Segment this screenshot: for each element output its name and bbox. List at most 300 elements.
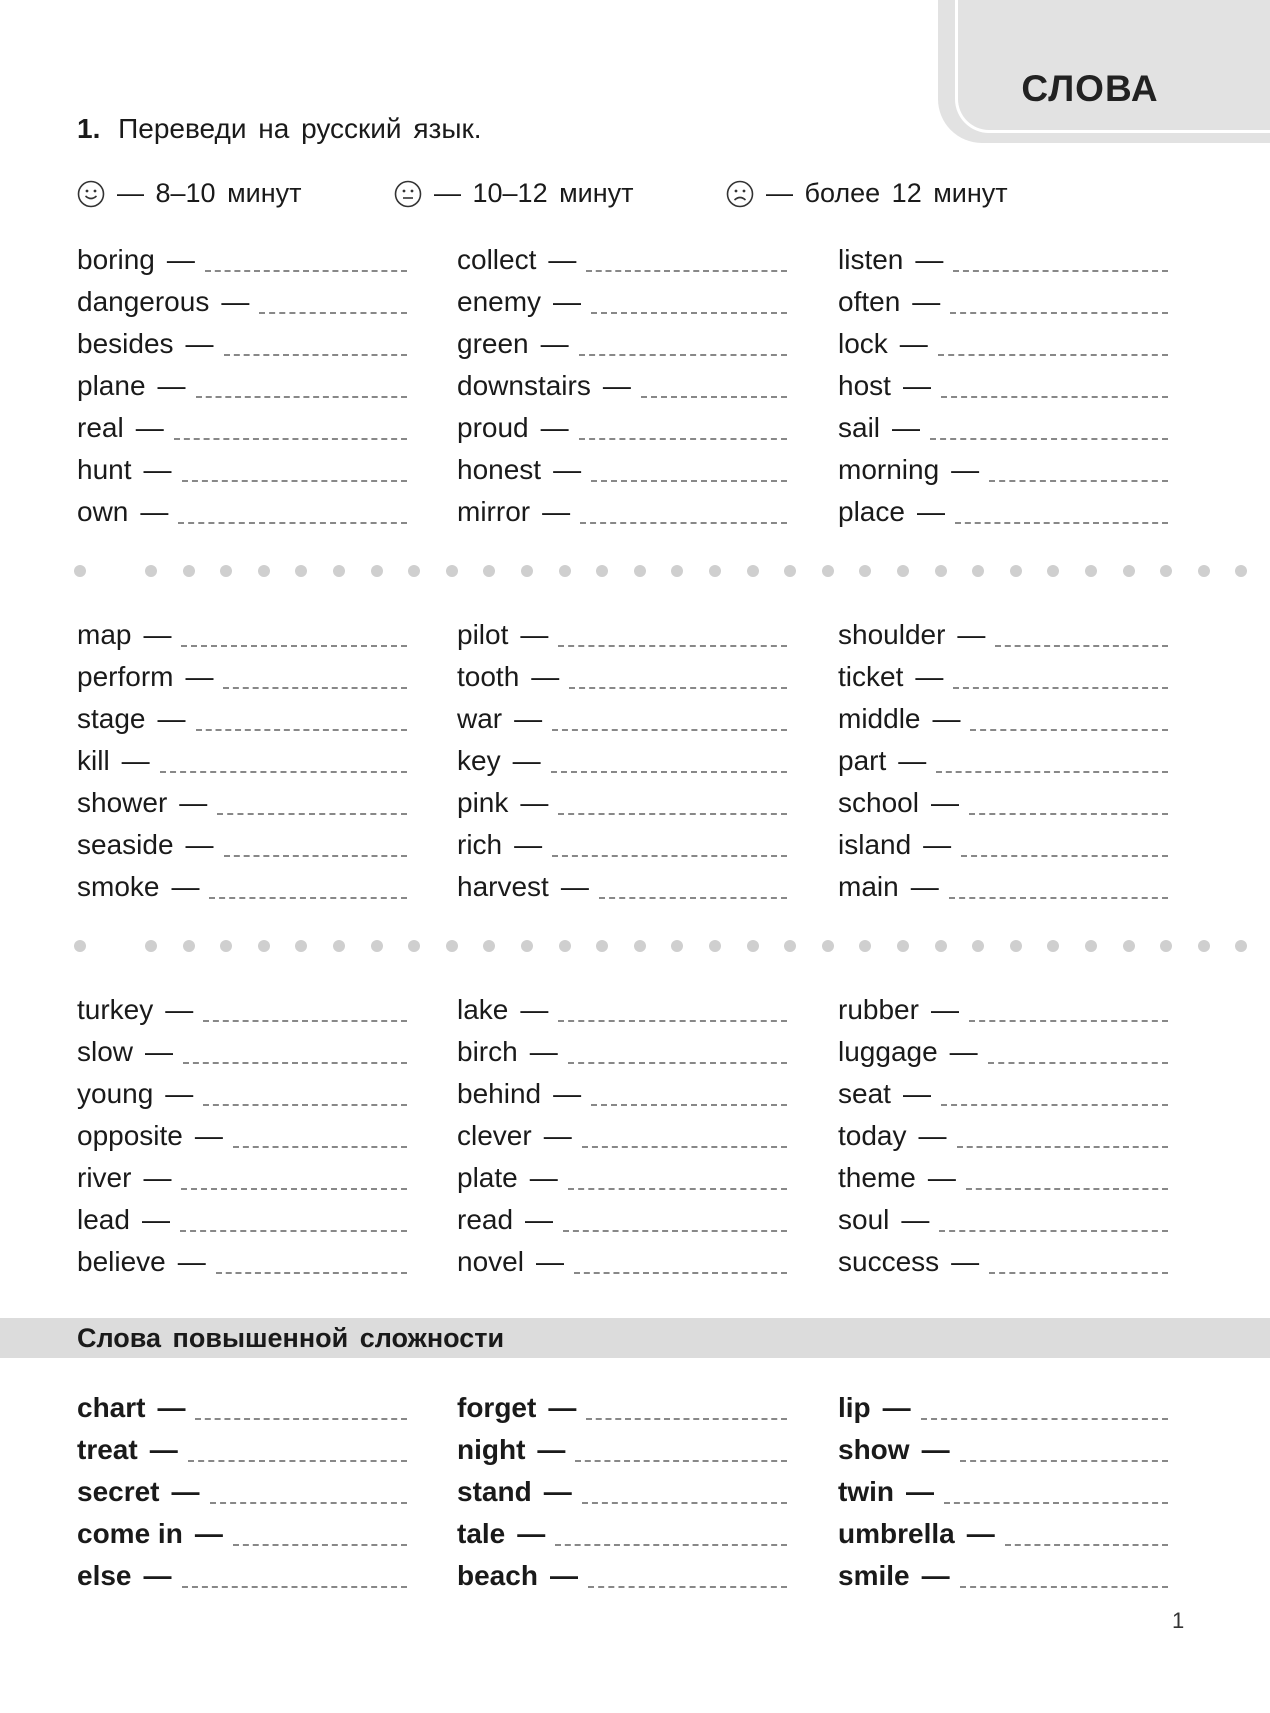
word-row <box>457 609 787 651</box>
answer-blank-line[interactable] <box>586 1417 787 1420</box>
dash: — <box>560 871 589 902</box>
separator-dot <box>220 940 232 952</box>
english-word: plate <box>457 1162 518 1193</box>
word-row <box>457 444 787 486</box>
separator-dot <box>935 940 947 952</box>
english-word: boring <box>77 244 155 275</box>
english-word: forget <box>457 1392 537 1423</box>
english-word: main <box>838 871 899 902</box>
answer-blank-line[interactable] <box>174 437 407 440</box>
answer-blank-line[interactable] <box>551 770 787 773</box>
word-row <box>838 1068 1168 1110</box>
english-word: beach <box>457 1560 538 1591</box>
word-row <box>77 234 407 276</box>
word-row <box>838 1382 1168 1424</box>
separator-dot <box>747 565 759 577</box>
dash: — <box>951 1246 980 1277</box>
english-word: soul <box>838 1204 890 1235</box>
english-word: clever <box>457 1120 532 1151</box>
english-word: success <box>838 1246 940 1277</box>
word-row <box>77 276 407 318</box>
group-1-column-3 <box>838 234 1168 528</box>
dash: — <box>185 661 214 692</box>
word-row <box>457 1152 787 1194</box>
answer-blank-line[interactable] <box>970 728 1168 731</box>
answer-blank-line[interactable] <box>580 521 787 524</box>
word-row <box>457 276 787 318</box>
separator-dot <box>1198 940 1210 952</box>
answer-blank-line[interactable] <box>1005 1543 1168 1546</box>
answer-blank-line[interactable] <box>558 644 787 647</box>
answer-blank-line[interactable] <box>953 269 1168 272</box>
separator-dot <box>596 565 608 577</box>
timing-slow-label: — более 12 минут <box>766 178 1008 208</box>
answer-blank-line[interactable] <box>569 686 787 689</box>
answer-blank-line[interactable] <box>582 1501 787 1504</box>
answer-blank-line[interactable] <box>181 1187 407 1190</box>
english-word: stand <box>457 1476 532 1507</box>
answer-blank-line[interactable] <box>233 1145 407 1148</box>
answer-blank-line[interactable] <box>568 1187 787 1190</box>
dash: — <box>535 1246 564 1277</box>
english-word: pink <box>457 787 509 818</box>
dash: — <box>165 994 194 1025</box>
english-word: young <box>77 1078 154 1109</box>
answer-blank-line[interactable] <box>989 1271 1168 1274</box>
answer-blank-line[interactable] <box>180 1229 407 1232</box>
answer-blank-line[interactable] <box>233 1543 407 1546</box>
english-word: downstairs <box>457 370 591 401</box>
english-word: real <box>77 412 124 443</box>
english-word: lead <box>77 1204 130 1235</box>
dash: — <box>166 244 195 275</box>
word-row <box>77 1382 407 1424</box>
dotted-separator <box>74 940 1270 954</box>
answer-blank-line[interactable] <box>575 1459 787 1462</box>
separator-dot <box>1123 940 1135 952</box>
word-row <box>457 1236 787 1278</box>
english-word: part <box>838 745 887 776</box>
separator-dot <box>972 565 984 577</box>
word-row <box>77 402 407 444</box>
separator-dot <box>295 940 307 952</box>
english-word: rubber <box>838 994 919 1025</box>
word-row <box>838 609 1168 651</box>
separator-dot <box>596 940 608 952</box>
dash: — <box>915 661 944 692</box>
english-word: read <box>457 1204 514 1235</box>
english-word: plane <box>77 370 146 401</box>
answer-blank-line[interactable] <box>579 437 787 440</box>
answer-blank-line[interactable] <box>259 311 407 314</box>
dash: — <box>157 703 186 734</box>
answer-blank-line[interactable] <box>181 644 407 647</box>
dash: — <box>932 703 961 734</box>
word-row <box>77 1424 407 1466</box>
group-1-column-2 <box>457 234 787 528</box>
separator-dot <box>1235 940 1247 952</box>
word-row <box>457 318 787 360</box>
answer-blank-line[interactable] <box>941 395 1168 398</box>
english-word: ticket <box>838 661 904 692</box>
answer-blank-line[interactable] <box>568 1061 787 1064</box>
english-word: treat <box>77 1434 138 1465</box>
english-word: tooth <box>457 661 520 692</box>
dash: — <box>553 286 582 317</box>
word-row <box>77 486 407 528</box>
english-word: middle <box>838 703 921 734</box>
dash: — <box>918 1120 947 1151</box>
word-row <box>838 1550 1168 1592</box>
dash: — <box>548 244 577 275</box>
english-word: twin <box>838 1476 894 1507</box>
advanced-section-title: Слова повышенной сложности <box>77 1323 505 1353</box>
answer-blank-line[interactable] <box>223 686 407 689</box>
separator-dot <box>1198 565 1210 577</box>
answer-blank-line[interactable] <box>966 1187 1168 1190</box>
english-word: often <box>838 286 901 317</box>
answer-blank-line[interactable] <box>182 479 408 482</box>
separator-dot <box>1160 940 1172 952</box>
english-word: school <box>838 787 919 818</box>
separator-dot <box>559 940 571 952</box>
separator-dot <box>671 940 683 952</box>
english-word: mirror <box>457 496 531 527</box>
word-row <box>838 318 1168 360</box>
separator-dot <box>634 565 646 577</box>
answer-blank-line[interactable] <box>591 311 787 314</box>
english-word: chart <box>77 1392 146 1423</box>
answer-blank-line[interactable] <box>969 1019 1168 1022</box>
dash: — <box>145 1036 174 1067</box>
separator-dot <box>1123 565 1135 577</box>
word-row <box>457 984 787 1026</box>
answer-blank-line[interactable] <box>936 770 1168 773</box>
dotted-separator <box>74 565 1270 579</box>
word-row <box>838 1110 1168 1152</box>
dash: — <box>512 745 541 776</box>
group-2-column-3 <box>838 609 1168 903</box>
answer-blank-line[interactable] <box>591 479 787 482</box>
word-row <box>457 234 787 276</box>
word-row <box>838 486 1168 528</box>
separator-dot <box>521 940 533 952</box>
english-word: map <box>77 619 132 650</box>
separator-dot <box>1010 940 1022 952</box>
word-row <box>77 651 407 693</box>
dash: — <box>882 1392 911 1423</box>
separator-dot <box>1047 940 1059 952</box>
dash: — <box>171 1476 200 1507</box>
word-row <box>77 1068 407 1110</box>
english-word: seat <box>838 1078 891 1109</box>
answer-blank-line[interactable] <box>950 311 1168 314</box>
separator-dot <box>483 565 495 577</box>
english-word: smoke <box>77 871 160 902</box>
word-row <box>457 1194 787 1236</box>
group-2-column-2 <box>457 609 787 903</box>
happy-face-icon <box>77 180 105 208</box>
answer-blank-line[interactable] <box>224 854 407 857</box>
word-row <box>838 1236 1168 1278</box>
answer-blank-line[interactable] <box>195 1417 407 1420</box>
word-row <box>838 1424 1168 1466</box>
answer-blank-line[interactable] <box>563 1229 787 1232</box>
dash: — <box>553 454 582 485</box>
word-row <box>838 276 1168 318</box>
word-row <box>77 444 407 486</box>
timing-slow <box>726 178 1008 209</box>
dash: — <box>951 454 980 485</box>
english-word: smile <box>838 1560 910 1591</box>
answer-blank-line[interactable] <box>574 1271 787 1274</box>
dash: — <box>901 1204 930 1235</box>
word-row <box>838 1026 1168 1068</box>
word-row <box>77 984 407 1026</box>
group-3-column-2 <box>457 984 787 1278</box>
answer-blank-line[interactable] <box>955 521 1168 524</box>
english-word: besides <box>77 328 174 359</box>
answer-blank-line[interactable] <box>995 644 1168 647</box>
answer-blank-line[interactable] <box>210 1501 407 1504</box>
dash: — <box>602 370 631 401</box>
header-tab-border <box>955 0 1270 133</box>
english-word: behind <box>457 1078 542 1109</box>
answer-blank-line[interactable] <box>938 353 1168 356</box>
dash: — <box>949 1036 978 1067</box>
answer-blank-line[interactable] <box>579 353 787 356</box>
answer-blank-line[interactable] <box>182 1585 408 1588</box>
separator-dot <box>371 940 383 952</box>
english-word: come in <box>77 1518 183 1549</box>
word-row <box>457 1508 787 1550</box>
separator-dot <box>483 940 495 952</box>
dash: — <box>927 1162 956 1193</box>
answer-blank-line[interactable] <box>957 1145 1169 1148</box>
english-word: own <box>77 496 129 527</box>
english-word: key <box>457 745 501 776</box>
dash: — <box>171 871 200 902</box>
answer-blank-line[interactable] <box>949 896 1168 899</box>
word-row <box>77 318 407 360</box>
english-word: today <box>838 1120 907 1151</box>
answer-blank-line[interactable] <box>953 686 1168 689</box>
answer-blank-line[interactable] <box>930 437 1168 440</box>
english-word: stage <box>77 703 146 734</box>
word-row <box>838 1508 1168 1550</box>
english-word: turkey <box>77 994 154 1025</box>
answer-blank-line[interactable] <box>183 1061 407 1064</box>
dash: — <box>899 328 928 359</box>
dash: — <box>177 1246 206 1277</box>
dash: — <box>194 1120 223 1151</box>
timing-medium <box>394 178 634 209</box>
separator-dot <box>784 565 796 577</box>
answer-blank-line[interactable] <box>988 1061 1168 1064</box>
word-row <box>457 1466 787 1508</box>
dash: — <box>966 1518 995 1549</box>
english-word: morning <box>838 454 940 485</box>
dash: — <box>543 1120 572 1151</box>
separator-dot <box>784 940 796 952</box>
answer-blank-line[interactable] <box>591 1103 787 1106</box>
dash: — <box>902 370 931 401</box>
answer-blank-line[interactable] <box>205 269 407 272</box>
english-word: harvest <box>457 871 549 902</box>
advanced-column-3 <box>838 1382 1168 1592</box>
answer-blank-line[interactable] <box>196 728 408 731</box>
dash: — <box>529 1036 558 1067</box>
english-word: opposite <box>77 1120 183 1151</box>
answer-blank-line[interactable] <box>552 728 787 731</box>
separator-dot <box>709 940 721 952</box>
dash: — <box>912 286 941 317</box>
answer-blank-line[interactable] <box>941 1103 1168 1106</box>
answer-blank-line[interactable] <box>203 1103 407 1106</box>
answer-blank-line[interactable] <box>969 812 1168 815</box>
dash: — <box>121 745 150 776</box>
english-word: dangerous <box>77 286 210 317</box>
answer-blank-line[interactable] <box>558 1019 787 1022</box>
separator-dot <box>1047 565 1059 577</box>
group-2-column-1 <box>77 609 407 903</box>
dash: — <box>179 787 208 818</box>
separator-dot <box>671 565 683 577</box>
word-row <box>838 444 1168 486</box>
english-word: night <box>457 1434 526 1465</box>
separator-dot <box>295 565 307 577</box>
dash: — <box>517 1518 546 1549</box>
page-number: 1 <box>1172 1608 1185 1633</box>
dash: — <box>902 1078 931 1109</box>
word-row <box>457 486 787 528</box>
advanced-column-1 <box>77 1382 407 1592</box>
dash: — <box>531 661 560 692</box>
answer-blank-line[interactable] <box>160 770 407 773</box>
dash: — <box>930 787 959 818</box>
dash: — <box>540 412 569 443</box>
answer-blank-line[interactable] <box>960 1585 1168 1588</box>
word-row <box>838 861 1168 903</box>
english-word: shower <box>77 787 168 818</box>
word-row <box>457 1424 787 1466</box>
separator-dot <box>1085 940 1097 952</box>
separator-dot <box>371 565 383 577</box>
english-word: shoulder <box>838 619 946 650</box>
english-word: honest <box>457 454 542 485</box>
answer-blank-line[interactable] <box>217 812 407 815</box>
english-word: tale <box>457 1518 506 1549</box>
dash: — <box>194 1518 223 1549</box>
separator-dot <box>183 940 195 952</box>
answer-blank-line[interactable] <box>196 395 407 398</box>
dash: — <box>930 994 959 1025</box>
task-instruction <box>77 113 481 145</box>
word-row <box>77 735 407 777</box>
answer-blank-line[interactable] <box>224 353 407 356</box>
answer-blank-line[interactable] <box>599 896 787 899</box>
answer-blank-line[interactable] <box>586 269 787 272</box>
dash: — <box>910 871 939 902</box>
word-row <box>457 360 787 402</box>
dash: — <box>520 787 549 818</box>
answer-blank-line[interactable] <box>588 1585 787 1588</box>
word-row <box>77 693 407 735</box>
group-3-column-1 <box>77 984 407 1278</box>
word-row <box>457 1382 787 1424</box>
separator-dot <box>408 565 420 577</box>
answer-blank-line[interactable] <box>188 1459 407 1462</box>
word-row <box>838 777 1168 819</box>
task-text: Переведи на русский язык. <box>118 113 482 144</box>
neutral-face-icon <box>394 180 422 208</box>
english-word: luggage <box>838 1036 938 1067</box>
word-row <box>457 1110 787 1152</box>
answer-blank-line[interactable] <box>921 1417 1168 1420</box>
word-row <box>77 360 407 402</box>
advanced-column-2 <box>457 1382 787 1592</box>
sad-face-icon <box>726 180 754 208</box>
answer-blank-line[interactable] <box>960 1459 1168 1462</box>
dash: — <box>540 328 569 359</box>
separator-dot <box>1010 565 1022 577</box>
task-number: 1. <box>77 113 101 144</box>
answer-blank-line[interactable] <box>552 854 787 857</box>
answer-blank-line[interactable] <box>944 1501 1168 1504</box>
separator-dot <box>1085 565 1097 577</box>
word-row <box>77 861 407 903</box>
english-word: island <box>838 829 912 860</box>
answer-blank-line[interactable] <box>582 1145 787 1148</box>
answer-blank-line[interactable] <box>641 395 787 398</box>
word-row <box>838 360 1168 402</box>
english-word: believe <box>77 1246 166 1277</box>
dash: — <box>135 412 164 443</box>
dash: — <box>906 1476 934 1507</box>
answer-blank-line[interactable] <box>961 854 1168 857</box>
word-row <box>457 1068 787 1110</box>
dash: — <box>923 829 952 860</box>
dash: — <box>553 1078 582 1109</box>
word-row <box>838 402 1168 444</box>
word-row <box>77 1110 407 1152</box>
dash: — <box>542 496 571 527</box>
dash: — <box>143 1162 172 1193</box>
word-row <box>77 609 407 651</box>
english-word: novel <box>457 1246 524 1277</box>
answer-blank-line[interactable] <box>558 812 787 815</box>
separator-dot <box>859 940 871 952</box>
word-row <box>77 1550 407 1592</box>
answer-blank-line[interactable] <box>178 521 407 524</box>
english-word: enemy <box>457 286 542 317</box>
word-row <box>77 819 407 861</box>
english-word: umbrella <box>838 1518 955 1549</box>
separator-dot <box>183 565 195 577</box>
answer-blank-line[interactable] <box>989 479 1168 482</box>
answer-blank-line[interactable] <box>203 1019 407 1022</box>
word-row <box>457 819 787 861</box>
answer-blank-line[interactable] <box>939 1229 1168 1232</box>
answer-blank-line[interactable] <box>209 896 407 899</box>
answer-blank-line[interactable] <box>216 1271 407 1274</box>
separator-dot <box>859 565 871 577</box>
dash: — <box>549 1560 578 1591</box>
dash: — <box>140 496 169 527</box>
dash: — <box>141 1204 170 1235</box>
answer-blank-line[interactable] <box>555 1543 787 1546</box>
separator-dot <box>74 940 86 952</box>
